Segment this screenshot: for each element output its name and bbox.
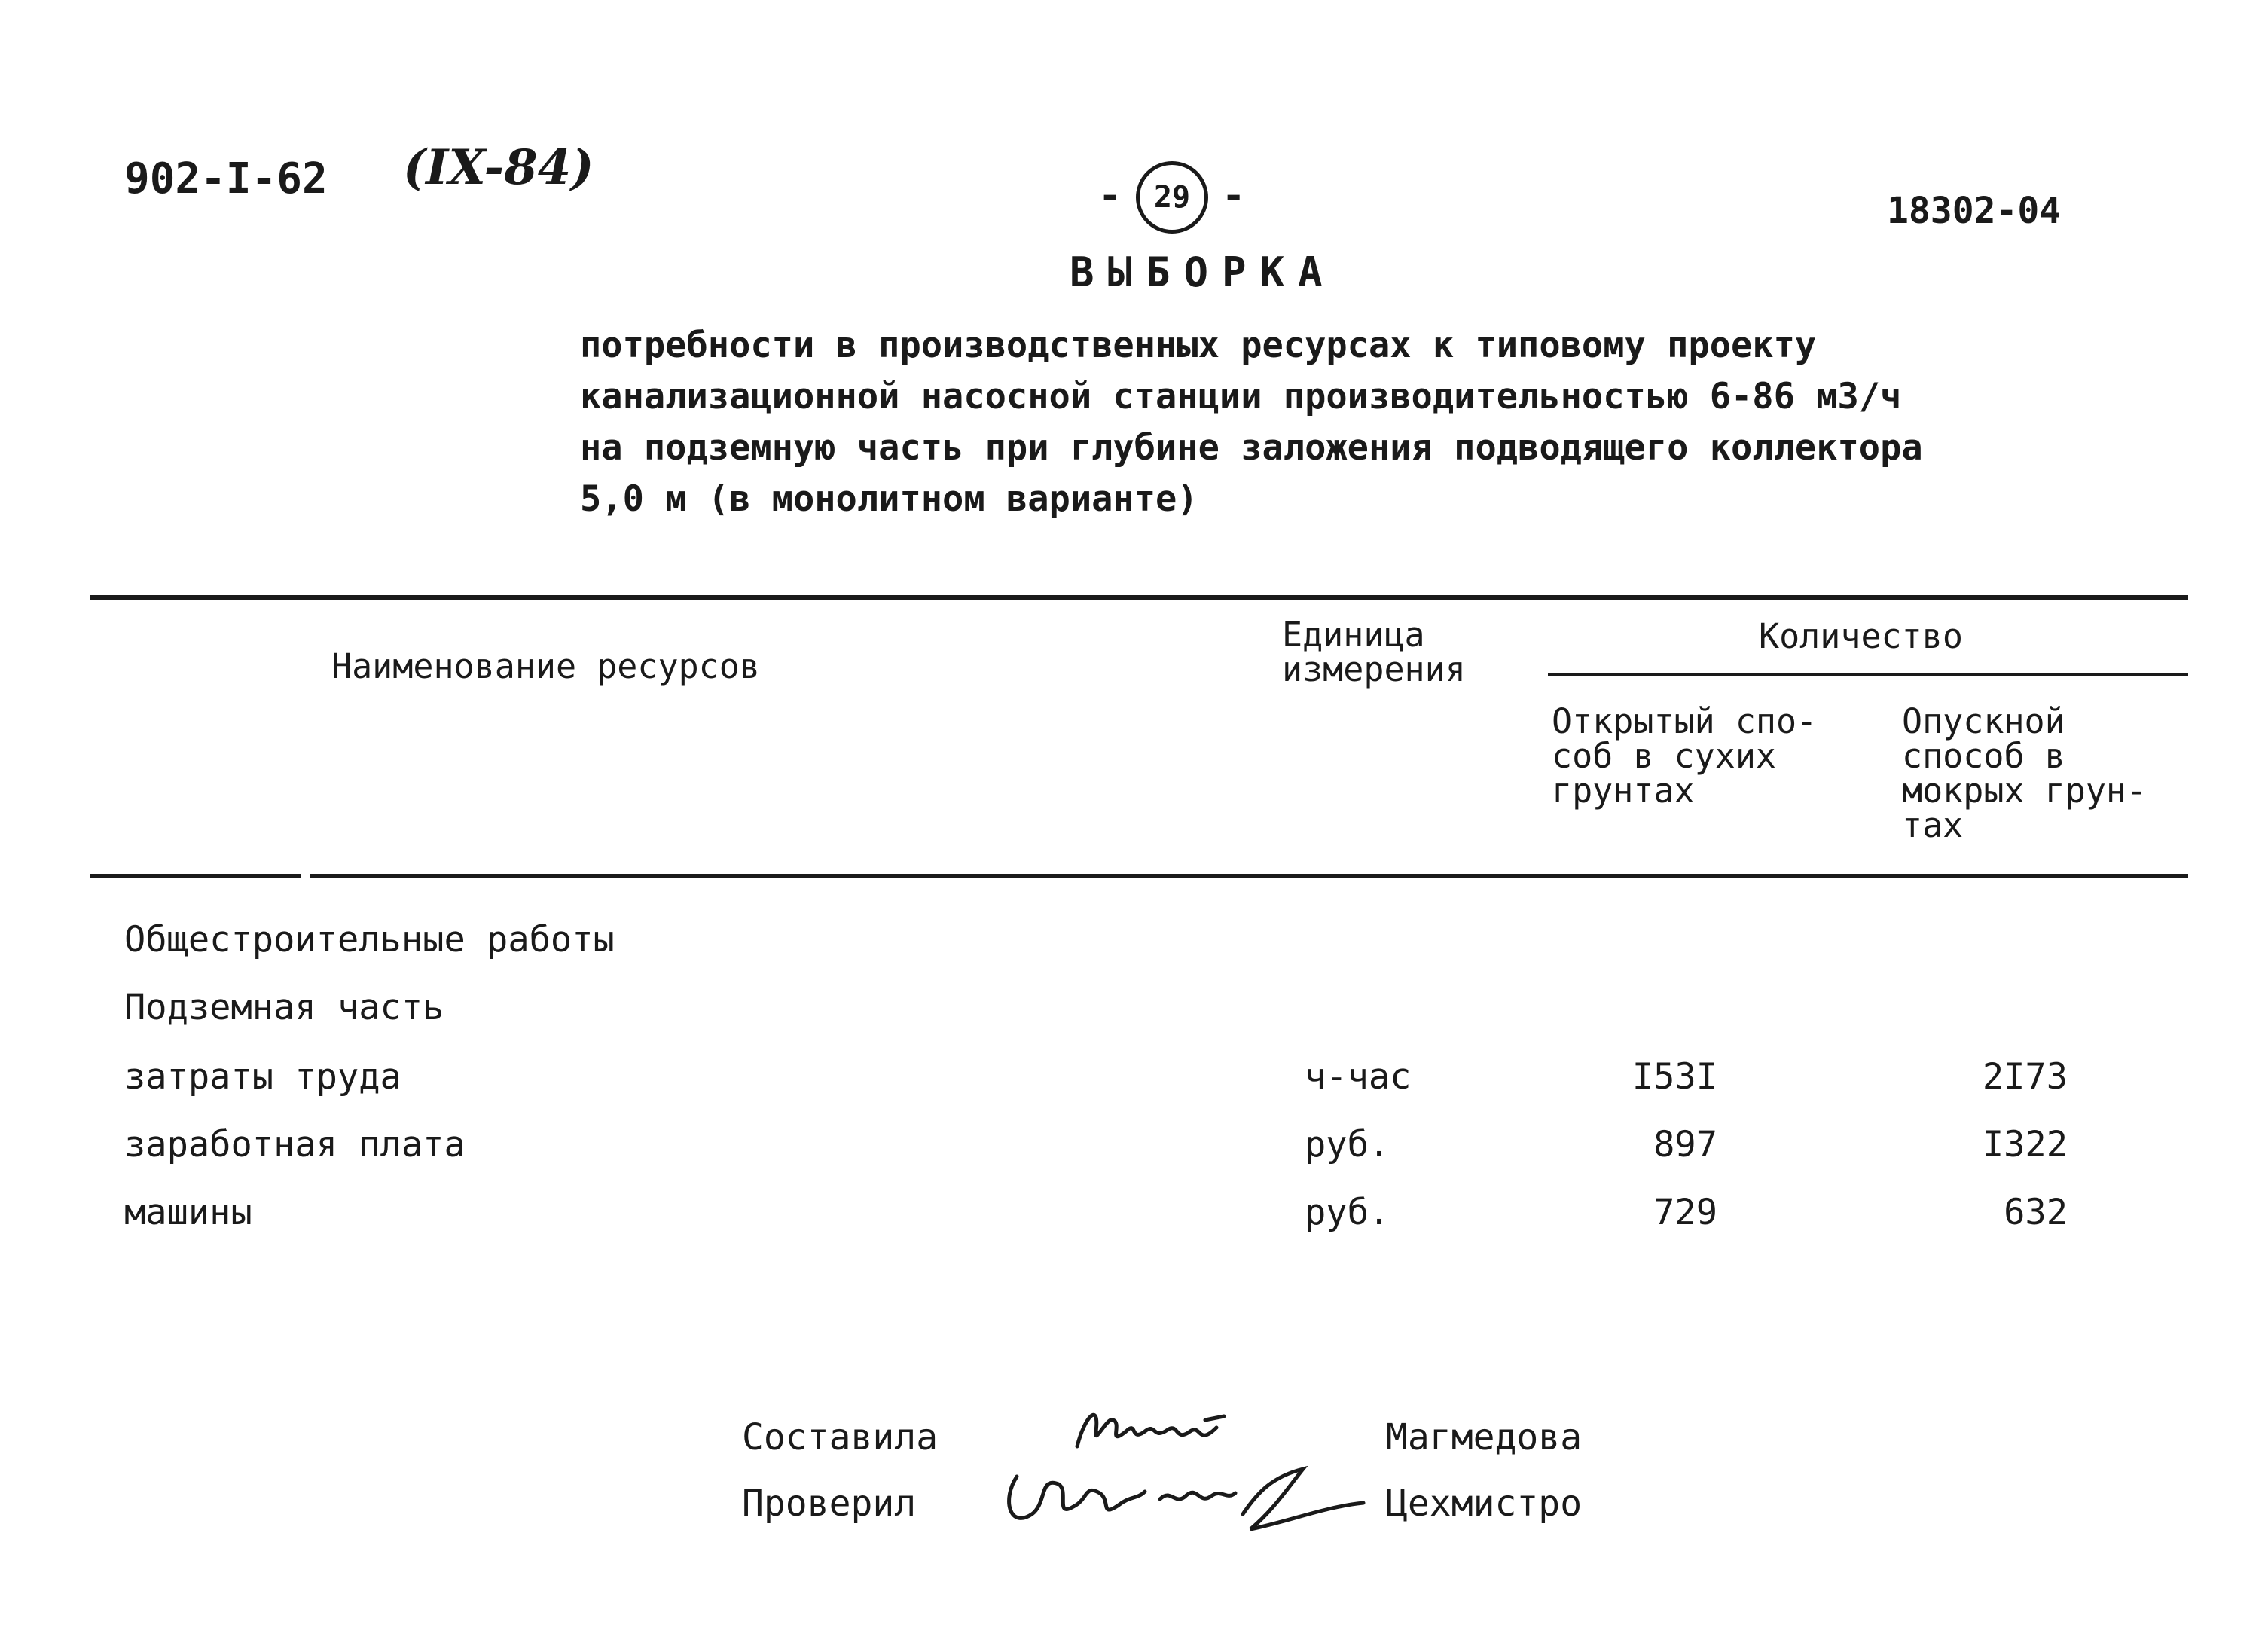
row-name: затраты труда [124,1056,401,1098]
header-sunk-line: способ в [1902,736,2065,776]
document-code: 902-I-62 [124,154,328,203]
header-quantity-text: Количество [1759,616,1963,656]
document-description [580,320,1936,525]
checked-by-name: Цехмистро [1386,1483,1583,1525]
header-open-line: соб в сухих [1552,736,1777,776]
document-date-handwritten: (IX-84) [403,139,594,196]
page-number [1092,158,1258,234]
description-line: потребности в производственных ресурсах к типовому проекту [580,325,1817,366]
header-sunk-line: тах [1902,805,1964,845]
header-sunk-line: мокрых грун- [1902,771,2147,811]
quantity-header-rule [1548,673,2188,676]
row-open-value: I53I [1632,1056,1717,1098]
section-general-construction: Общестроительные работы [124,919,615,960]
header-sunk-method [1902,701,2147,845]
sheet-code: 18302-04 [1887,190,2062,232]
header-sunk-line: Опускной [1902,701,2065,741]
row-open-value: 729 [1653,1192,1717,1233]
description-line: канализационной насосной станции производительностью 6-86 м3/ч [580,376,1902,417]
document-title: ВЫБОРКА [1070,249,1336,296]
checked-by-label: Проверил [742,1483,917,1525]
row-unit: руб. [1305,1192,1390,1233]
header-resource-name-text: Наименование ресурсов [331,646,760,686]
row-unit: ч-час [1305,1056,1412,1098]
page-number-dash-left: - [1098,173,1122,218]
table-top-rule [90,595,2188,600]
row-sunk-value: I322 [1982,1124,2068,1165]
section-underground-part: Подземная часть [124,987,444,1028]
header-open-method [1552,701,1818,811]
header-unit-line: Единица [1282,615,1425,655]
row-name: заработная плата [124,1124,466,1165]
row-unit: руб. [1305,1124,1390,1165]
table-header-rule-left [90,874,301,878]
table-header-rule-right [310,874,2188,878]
compiled-by-name: Магмедова [1386,1416,1583,1458]
description-line: на подземную часть при глубине заложения подводящего коллектора [580,427,1923,469]
compiled-by-label: Составила [742,1416,939,1458]
row-name: машины [124,1192,252,1233]
description-line: 5,0 м (в монолитном варианте) [580,478,1198,520]
header-unit [1282,615,1466,689]
header-open-line: Открытый спо- [1552,701,1818,741]
header-quantity [1759,616,1963,656]
row-open-value: 897 [1653,1124,1717,1165]
row-sunk-value: 632 [2004,1192,2068,1233]
header-unit-line: измерения [1282,649,1466,689]
page-number-dash-right: - [1222,173,1246,218]
header-open-line: грунтах [1552,771,1695,811]
row-sunk-value: 2I73 [1982,1056,2068,1098]
checked-signature-icon [987,1446,1386,1552]
page-number-circle: 29 [1136,161,1208,234]
header-resource-name [331,646,760,686]
